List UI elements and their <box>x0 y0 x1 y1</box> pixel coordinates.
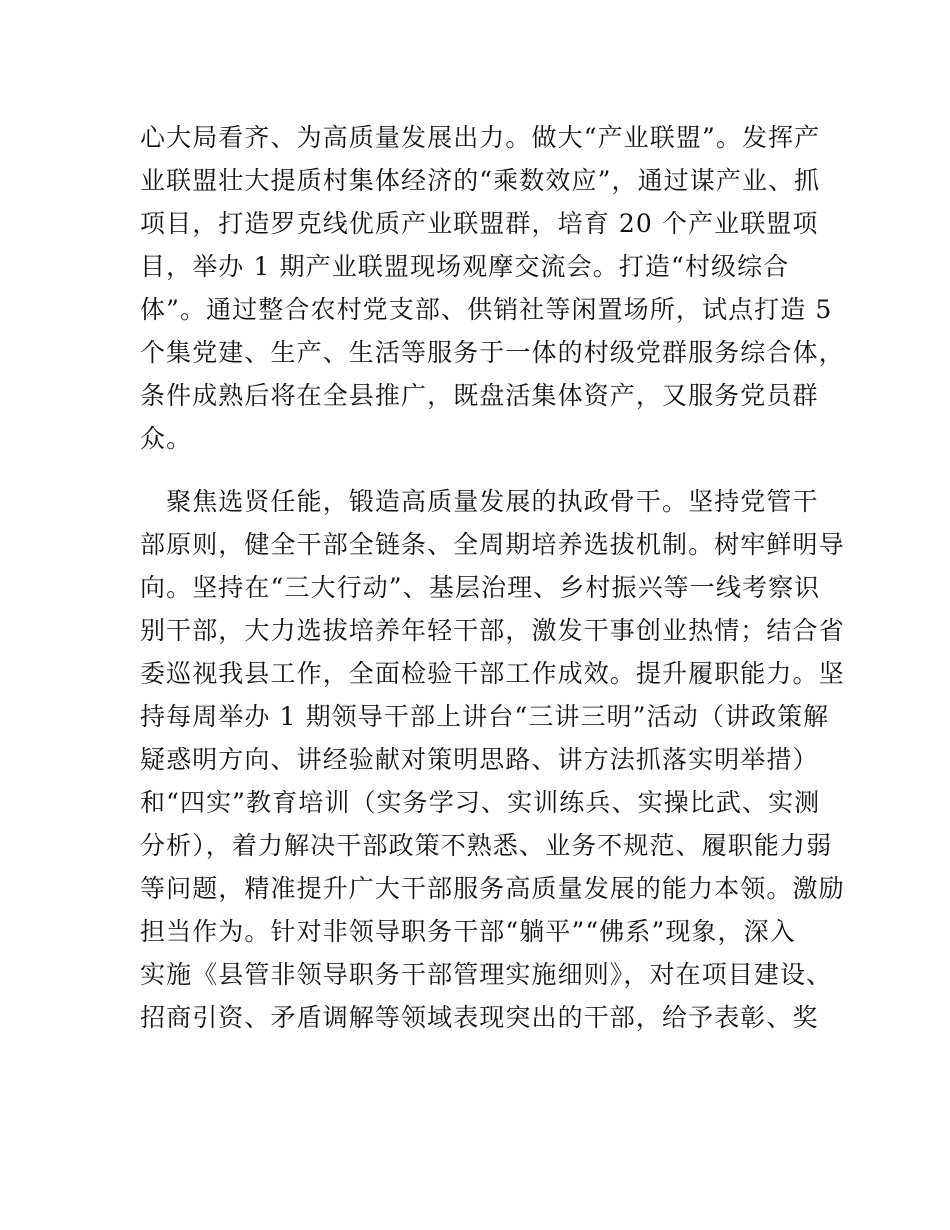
text-line: 目，举办 1 期产业联盟现场观摩交流会。打造“村级综合 <box>140 252 790 281</box>
text-line: 等问题，精准提升广大干部服务高质量发展的能力本领。激励 <box>140 874 845 903</box>
text-line: 条件成熟后将在全县推广，既盘活集体资产，又服务党员群 <box>140 381 819 410</box>
text-line: 别干部，大力选拔培养年轻干部，激发干事创业热情；结合省 <box>140 616 845 645</box>
text-line: 业联盟壮大提质村集体经济的“乘数效应”，通过谋产业、抓 <box>140 166 821 195</box>
text-line: 委巡视我县工作，全面检验干部工作成效。提升履职能力。坚 <box>140 659 845 688</box>
text-line: 个集党建、生产、生活等服务于一体的村级党群服务综合体， <box>140 338 845 367</box>
text-line: 和“四实”教育培训（实务学习、实训练兵、实操比武、实测 <box>140 788 821 817</box>
text-line: 疑惑明方向、讲经验献对策明思路、讲方法抓落实明举措） <box>140 745 819 774</box>
text-line: 体”。通过整合农村党支部、供销社等闲置场所，试点打造 5 <box>140 295 833 324</box>
text-line: 实施《县管非领导职务干部管理实施细则》，对在项目建设、 <box>140 960 833 989</box>
paragraph-1 <box>140 116 845 460</box>
text-line: 持每周举办 1 期领导干部上讲台“三讲三明”活动（讲政策解 <box>140 702 830 731</box>
text-line: 众。 <box>140 424 193 453</box>
text-line: 担当作为。针对非领导职务干部“躺平”“佛系”现象，深入 <box>140 917 796 946</box>
text-line: 心大局看齐、为高质量发展出力。做大“产业联盟”。发挥产 <box>140 123 821 152</box>
text-line: 部原则，健全干部全链条、全周期培养选拔机制。树牢鲜明导 <box>140 530 845 559</box>
text-line: 聚焦选贤任能，锻造高质量发展的执政骨干。坚持党管干 <box>140 487 819 516</box>
text-line: 项目，打造罗克线优质产业联盟群，培育 20 个产业联盟项 <box>140 209 819 238</box>
text-line: 向。坚持在“三大行动”、基层治理、乡村振兴等一线考察识 <box>140 573 821 602</box>
text-line: 分析），着力解决干部政策不熟悉、业务不规范、履职能力弱 <box>140 831 833 860</box>
paragraph-2 <box>140 480 845 1039</box>
text-line: 招商引资、矛盾调解等领域表现突出的干部，给予表彰、奖 <box>140 1003 819 1032</box>
